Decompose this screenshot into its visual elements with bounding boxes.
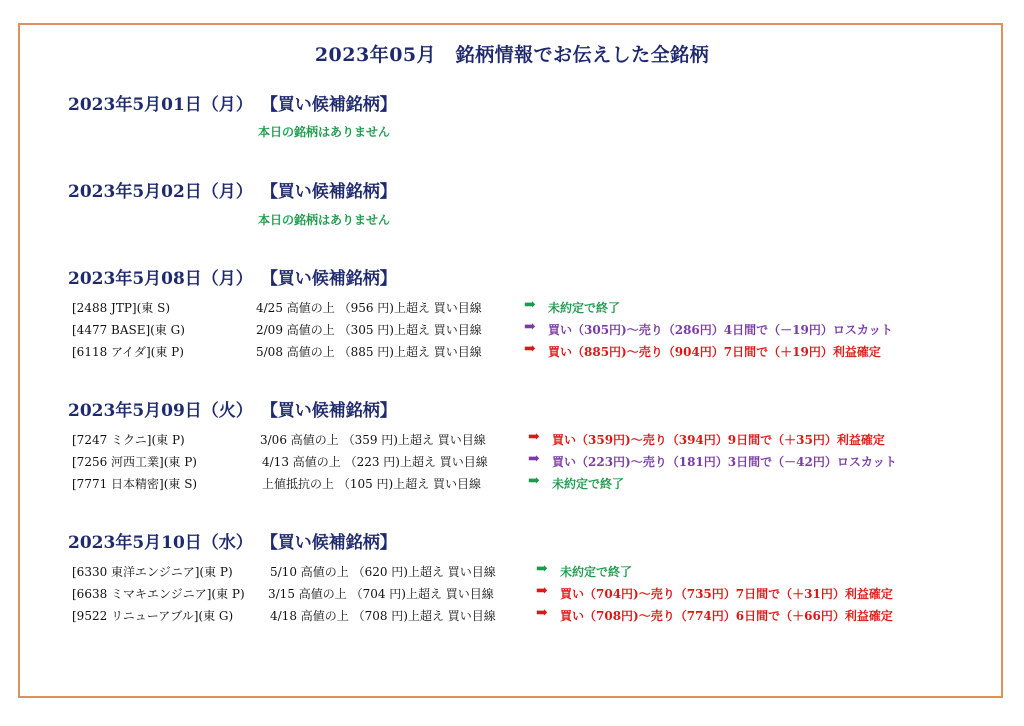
day-label: 【買い候補銘柄】 xyxy=(260,182,397,202)
day-date: 2023年5月02日（月） xyxy=(68,182,253,202)
day-date: 2023年5月10日（水） xyxy=(68,533,253,553)
stock-code: [4477 BASE](東 G) xyxy=(72,323,185,337)
day-header xyxy=(68,177,397,202)
no-picks-note: 本日の銘柄はありません xyxy=(258,125,391,139)
day-label: 【買い候補銘柄】 xyxy=(260,533,397,553)
arrow-right-icon: ➡ xyxy=(536,583,548,599)
stock-result: 未約定で終了 xyxy=(560,565,633,579)
stock-result: 未約定で終了 xyxy=(552,477,625,491)
day-header xyxy=(68,396,397,421)
stock-condition: 5/10 高値の上 （620 円)上超え 買い目線 xyxy=(270,565,496,579)
stock-condition: 3/06 高値の上 （359 円)上超え 買い目線 xyxy=(260,433,486,447)
stock-result: 買い（708円)～売り（774円）6日間で（＋66円）利益確定 xyxy=(560,609,893,623)
stock-condition: 2/09 高値の上 （305 円)上超え 買い目線 xyxy=(256,323,482,337)
arrow-right-icon: ➡ xyxy=(528,473,540,489)
arrow-right-icon: ➡ xyxy=(524,319,536,335)
stock-result: 買い（885円)～売り（904円）7日間で（＋19円）利益確定 xyxy=(548,345,881,359)
day-label: 【買い候補銘柄】 xyxy=(260,401,397,421)
day-header xyxy=(68,90,397,115)
stock-code: [6330 東洋エンジニア](東 P) xyxy=(72,565,233,579)
day-header xyxy=(68,528,397,553)
stock-code: [7771 日本精密](東 S) xyxy=(72,477,198,491)
stock-condition: 上値抵抗の上 （105 円)上超え 買い目線 xyxy=(262,477,482,491)
stock-code: [6638 ミマキエンジニア](東 P) xyxy=(72,587,245,601)
day-label: 【買い候補銘柄】 xyxy=(260,95,397,115)
day-label: 【買い候補銘柄】 xyxy=(260,269,397,289)
stock-code: [6118 アイダ](東 P) xyxy=(72,345,184,359)
stock-result: 買い（359円)～売り（394円）9日間で（＋35円）利益確定 xyxy=(552,433,885,447)
stock-condition: 3/15 高値の上 （704 円)上超え 買い目線 xyxy=(268,587,494,601)
stock-code: [2488 JTP](東 S) xyxy=(72,301,171,315)
stock-result: 買い（223円)～売り（181円）3日間で（－42円）ロスカット xyxy=(552,455,897,469)
arrow-right-icon: ➡ xyxy=(528,451,540,467)
day-header xyxy=(68,264,397,289)
day-date: 2023年5月01日（月） xyxy=(68,95,253,115)
arrow-right-icon: ➡ xyxy=(536,561,548,577)
stock-code: [9522 リニューアブル](東 G) xyxy=(72,609,234,623)
stock-condition: 4/25 高値の上 （956 円)上超え 買い目線 xyxy=(256,301,482,315)
stock-code: [7256 河西工業](東 P) xyxy=(72,455,197,469)
no-picks-note: 本日の銘柄はありません xyxy=(258,213,391,227)
page-title: 2023年05月 銘柄情報でお伝えした全銘柄 xyxy=(314,44,710,66)
arrow-right-icon: ➡ xyxy=(536,605,548,621)
stock-code: [7247 ミクニ](東 P) xyxy=(72,433,185,447)
stock-condition: 5/08 高値の上 （885 円)上超え 買い目線 xyxy=(256,345,482,359)
arrow-right-icon: ➡ xyxy=(524,341,536,357)
day-date: 2023年5月08日（月） xyxy=(68,269,253,289)
stock-result: 買い（704円)～売り（735円）7日間で（＋31円）利益確定 xyxy=(560,587,893,601)
arrow-right-icon: ➡ xyxy=(528,429,540,445)
stock-result: 未約定で終了 xyxy=(548,301,621,315)
stock-result: 買い（305円)～売り（286円）4日間で（－19円）ロスカット xyxy=(548,323,893,337)
stock-condition: 4/13 高値の上 （223 円)上超え 買い目線 xyxy=(262,455,488,469)
stock-condition: 4/18 高値の上 （708 円)上超え 買い目線 xyxy=(270,609,496,623)
arrow-right-icon: ➡ xyxy=(524,297,536,313)
day-date: 2023年5月09日（火） xyxy=(68,401,253,421)
